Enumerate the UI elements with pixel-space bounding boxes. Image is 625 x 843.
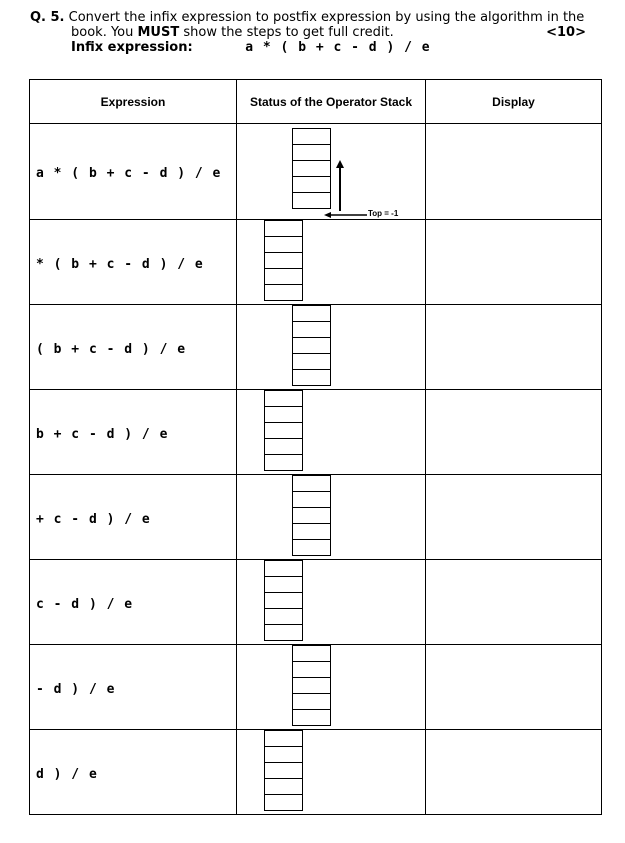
table-row xyxy=(30,305,602,390)
stack-slot xyxy=(265,391,302,407)
expression-cell xyxy=(30,730,237,815)
question-line-2 xyxy=(30,25,600,40)
expression-text: a * ( b + c - d ) / e xyxy=(36,166,222,181)
stack-slot xyxy=(265,237,302,253)
stack-cell[interactable] xyxy=(237,645,426,730)
header-expression: Expression xyxy=(30,80,237,124)
header-display: Display xyxy=(426,80,602,124)
stack-slot xyxy=(293,646,330,662)
expression-cell xyxy=(30,305,237,390)
stack-slot xyxy=(293,540,330,555)
stack-slot xyxy=(293,678,330,694)
expression-text: * ( b + c - d ) / e xyxy=(36,256,204,272)
stack-slot xyxy=(293,710,330,725)
stack-slot xyxy=(265,609,302,625)
expression-text: b + c - d ) / e xyxy=(36,426,169,442)
stack-slot xyxy=(293,492,330,508)
stack-slot xyxy=(293,354,330,370)
header-row xyxy=(30,80,602,124)
stack-slot xyxy=(293,476,330,492)
question-block xyxy=(30,10,600,55)
stack-slot xyxy=(265,407,302,423)
points-label: <10> xyxy=(546,25,586,40)
stack-cell[interactable] xyxy=(237,560,426,645)
operator-stack xyxy=(292,305,331,386)
stack-slot xyxy=(265,763,302,779)
display-cell[interactable] xyxy=(426,124,602,220)
question-text-2b: show the steps to get full credit. xyxy=(179,25,394,40)
stack-slot xyxy=(293,662,330,678)
question-text-1: Convert the infix expression to postfix expression by using the algorithm in the xyxy=(68,10,585,25)
stack-slot xyxy=(265,561,302,577)
stack-slot xyxy=(265,625,302,640)
stack-slot xyxy=(265,221,302,237)
stack-cell[interactable] xyxy=(237,730,426,815)
stack-slot xyxy=(293,338,330,354)
stack-slot xyxy=(265,253,302,269)
expression-cell xyxy=(30,124,237,220)
stack-slot xyxy=(265,779,302,795)
question-emphasis: MUST xyxy=(137,25,180,40)
table-row xyxy=(30,560,602,645)
conversion-table xyxy=(29,79,602,815)
expression-text: + c - d ) / e xyxy=(36,511,151,527)
top-pointer-arrows-icon xyxy=(237,124,426,219)
top-label: Top = -1 xyxy=(368,209,399,218)
infix-expression: a * ( b + c - d ) / e xyxy=(245,40,431,55)
operator-stack xyxy=(292,645,331,726)
stack-slot xyxy=(293,306,330,322)
table-row xyxy=(30,124,602,220)
table-row xyxy=(30,730,602,815)
display-cell[interactable] xyxy=(426,730,602,815)
stack-cell[interactable] xyxy=(237,124,426,220)
stack-slot xyxy=(265,455,302,470)
stack-slot xyxy=(265,269,302,285)
expression-cell xyxy=(30,475,237,560)
display-cell[interactable] xyxy=(426,475,602,560)
stack-slot xyxy=(293,322,330,338)
operator-stack xyxy=(264,730,303,811)
operator-stack xyxy=(264,390,303,471)
display-cell[interactable] xyxy=(426,560,602,645)
stack-slot xyxy=(293,524,330,540)
stack-slot xyxy=(265,593,302,609)
expression-cell xyxy=(30,560,237,645)
stack-slot xyxy=(265,439,302,455)
expression-cell xyxy=(30,390,237,475)
display-cell[interactable] xyxy=(426,390,602,475)
expression-text: - d ) / e xyxy=(36,681,116,697)
stack-cell[interactable] xyxy=(237,390,426,475)
stack-cell[interactable] xyxy=(237,220,426,305)
stack-slot xyxy=(265,747,302,763)
table-row xyxy=(30,390,602,475)
expression-text: c - d ) / e xyxy=(36,596,134,612)
expression-text: d ) / e xyxy=(36,766,98,782)
expression-cell xyxy=(30,645,237,730)
stack-slot xyxy=(293,508,330,524)
infix-line xyxy=(30,40,600,55)
expression-text: ( b + c - d ) / e xyxy=(36,341,187,357)
header-operator-stack: Status of the Operator Stack xyxy=(237,80,426,124)
stack-cell[interactable] xyxy=(237,475,426,560)
stack-slot xyxy=(293,694,330,710)
stack-slot xyxy=(265,577,302,593)
display-cell[interactable] xyxy=(426,645,602,730)
stack-slot xyxy=(265,423,302,439)
infix-label: Infix expression: xyxy=(71,40,193,55)
operator-stack xyxy=(264,560,303,641)
display-cell[interactable] xyxy=(426,220,602,305)
stack-cell[interactable] xyxy=(237,305,426,390)
question-text-2a: book. You xyxy=(71,25,138,40)
display-cell[interactable] xyxy=(426,305,602,390)
question-line-1 xyxy=(30,10,600,25)
question-number: Q. 5. xyxy=(30,10,65,25)
operator-stack xyxy=(264,220,303,301)
stack-slot xyxy=(265,731,302,747)
table-row xyxy=(30,220,602,305)
table-row xyxy=(30,475,602,560)
stack-slot xyxy=(265,285,302,300)
operator-stack xyxy=(292,475,331,556)
table-row xyxy=(30,645,602,730)
expression-cell xyxy=(30,220,237,305)
stack-slot xyxy=(293,370,330,385)
stack-slot xyxy=(265,795,302,810)
